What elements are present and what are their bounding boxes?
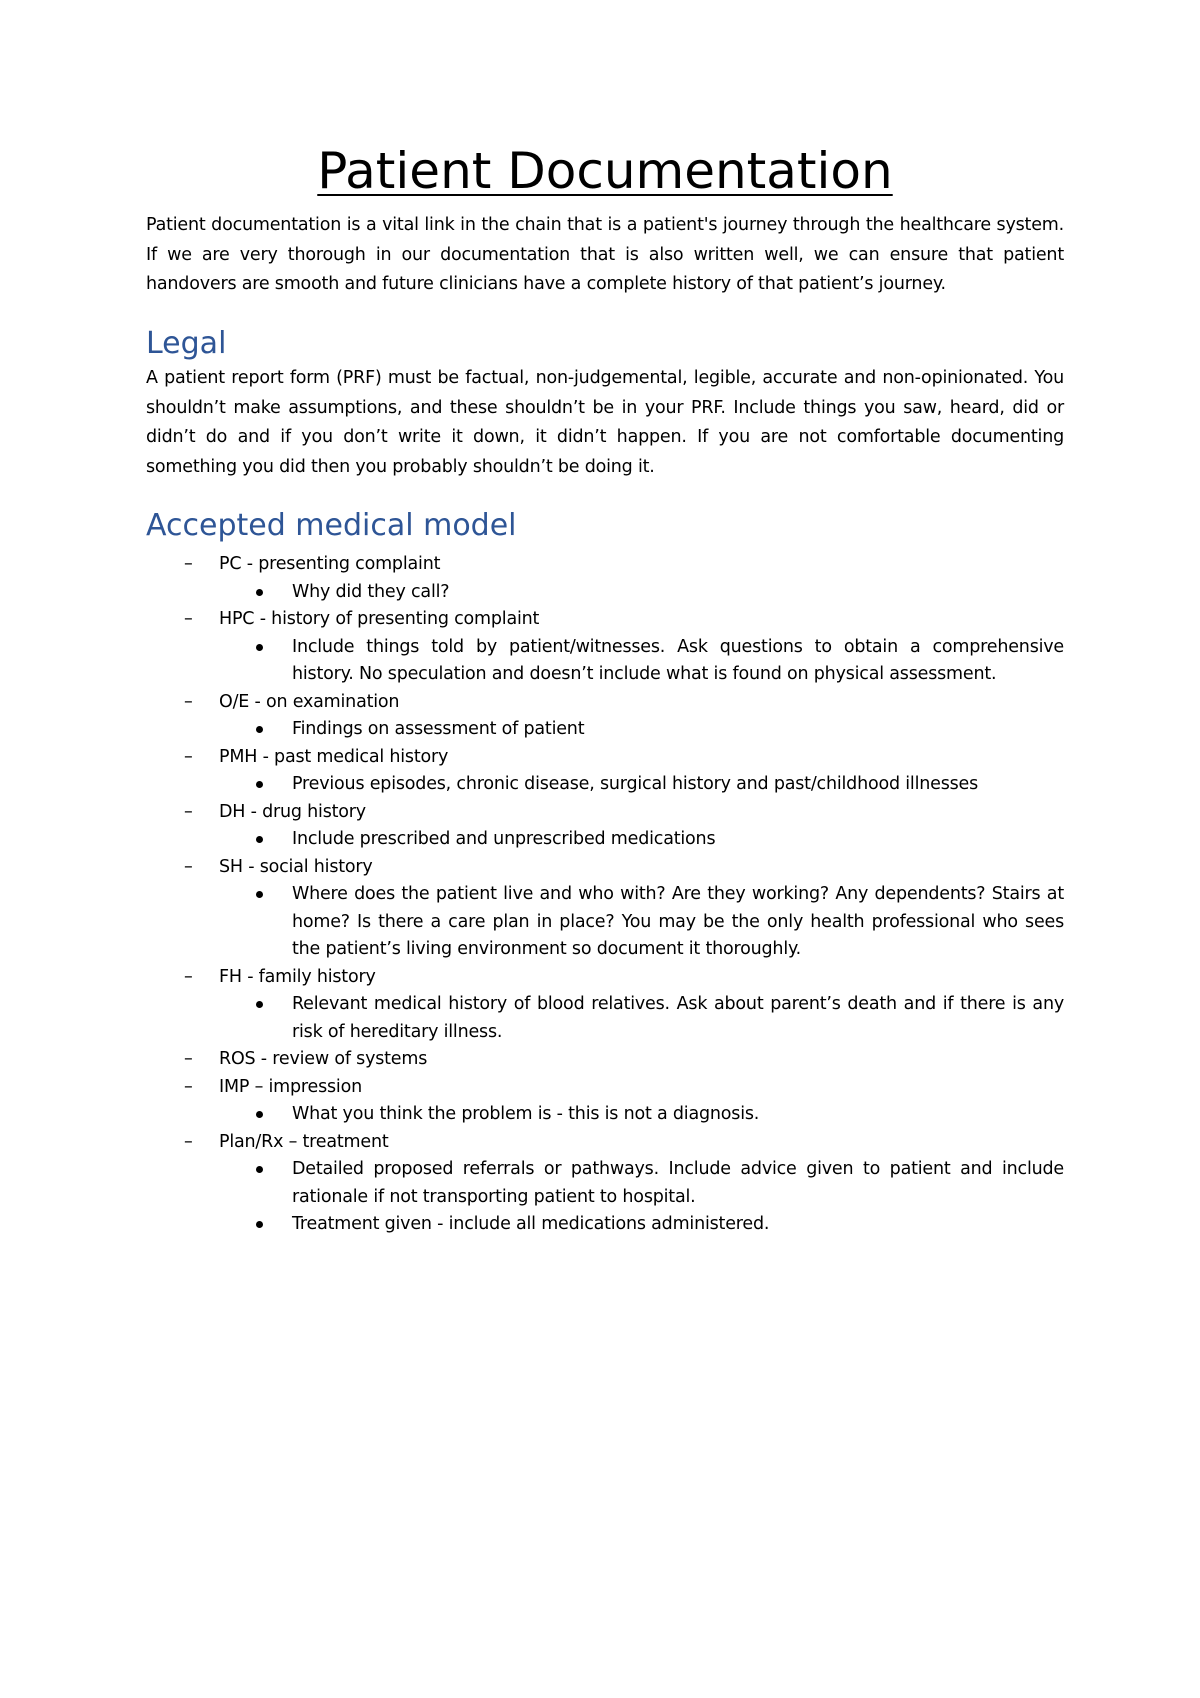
list-item-label: HPC - history of presenting complaint [219,609,540,629]
bullet-dot-icon [256,781,263,788]
list-item-label: DH - drug history [219,801,366,822]
dash-bullet-icon: – [184,554,193,574]
list-item [146,1129,1064,1239]
bullet-dot-icon [256,836,263,843]
list-item [146,1046,1064,1074]
dash-bullet-icon: – [184,1131,193,1152]
sub-list-item-text: Treatment given - include all medications administered. [292,1214,770,1234]
sub-list-item-text: Relevant medical history of blood relatives. Ask about parent’s death and if there is any risk of hereditary illness. [292,994,1064,1042]
dash-bullet-icon: – [184,801,193,822]
medical-model-list [146,551,1064,1239]
sub-list-item-text: Findings on assessment of patient [292,719,585,739]
legal-paragraph: A patient report form (PRF) must be factual, non-judgemental, legible, accurate and non-opinionated. You shouldn’t make assumptions, and these shouldn’t be in your PRF. Include things you saw, heard, did or didn’t do and if you don’t write it down, it didn’t happen. If you are not comfortable documenting something you did then you probably shouldn’t be doing it. [146,368,1064,477]
bullet-dot-icon [256,589,263,596]
sub-list-item [146,1101,1064,1129]
sub-list-item-text: Include things told by patient/witnesses. Ask questions to obtain a comprehensive history. No speculation and doesn’t include what is found on physical assessment. [292,636,1064,684]
dash-bullet-icon: – [184,746,193,767]
dash-bullet-icon: – [184,1076,193,1097]
sub-list-item-text: Detailed proposed referrals or pathways. Include advice given to patient and include rationale if not transporting patient to hospital. [292,1159,1064,1207]
sub-list-item [146,634,1064,689]
list-item [146,854,1064,964]
dash-bullet-icon: – [184,691,193,712]
list-item-label: O/E - on examination [219,691,400,712]
bullet-dot-icon [256,726,263,733]
bullet-dot-icon [256,1221,263,1228]
sub-list [146,826,1064,854]
sub-list [146,881,1064,964]
dash-bullet-icon: – [184,1049,193,1069]
sub-list-item [146,579,1064,607]
list-item-label: IMP – impression [219,1076,362,1097]
list-item-label: Plan/Rx – treatment [219,1131,389,1152]
model-heading: Accepted medical model [146,508,517,543]
list-item [146,1074,1064,1129]
intro-paragraph: Patient documentation is a vital link in the chain that is a patient's journey through the healthcare system. If we are very thorough in our documentation that is also written well, we can ensure that patient handovers are smooth and future clinicians have a complete history of that patient’s journey. [146,215,1064,294]
list-item-label: FH - family history [219,966,376,987]
list-item [146,964,1064,1047]
sub-list-item-text: Why did they call? [292,581,450,602]
list-item [146,606,1064,689]
list-item [146,689,1064,744]
list-item-label: PC - presenting complaint [219,554,441,574]
sub-list-item [146,1156,1064,1211]
sub-list-item-text: Previous episodes, chronic disease, surgical history and past/childhood illnesses [292,774,979,794]
list-item-label: PMH - past medical history [219,746,449,767]
sub-list [146,771,1064,799]
dash-bullet-icon: – [184,609,193,629]
list-item-label: ROS - review of systems [219,1049,428,1069]
bullet-dot-icon [256,1001,263,1008]
list-item-label: SH - social history [219,856,373,877]
list-item [146,744,1064,799]
bullet-dot-icon [256,891,263,898]
sub-list-item-text: What you think the problem is - this is not a diagnosis. [292,1104,760,1124]
dash-bullet-icon: – [184,966,193,987]
sub-list [146,634,1064,689]
sub-list-item [146,826,1064,854]
list-item [146,551,1064,606]
list-item [146,799,1064,854]
sub-list-item-text: Include prescribed and unprescribed medications [292,829,716,849]
bullet-dot-icon [256,1111,263,1118]
sub-list-item [146,771,1064,799]
sub-list [146,1101,1064,1129]
sub-list-item [146,1211,1064,1239]
sub-list [146,716,1064,744]
sub-list-item [146,991,1064,1046]
sub-list [146,1156,1064,1239]
page-title: Patient Documentation [317,142,893,200]
sub-list-item [146,716,1064,744]
sub-list [146,991,1064,1046]
dash-bullet-icon: – [184,856,193,877]
sub-list [146,579,1064,607]
bullet-dot-icon [256,1166,263,1173]
sub-list-item-text: Where does the patient live and who with? Are they working? Any dependents? Stairs at home? Is there a care plan in place? You may be the only health professional who sees the patient’s living environment so document it thoroughly. [292,884,1064,959]
bullet-dot-icon [256,644,263,651]
legal-heading: Legal [146,326,227,361]
sub-list-item [146,881,1064,964]
